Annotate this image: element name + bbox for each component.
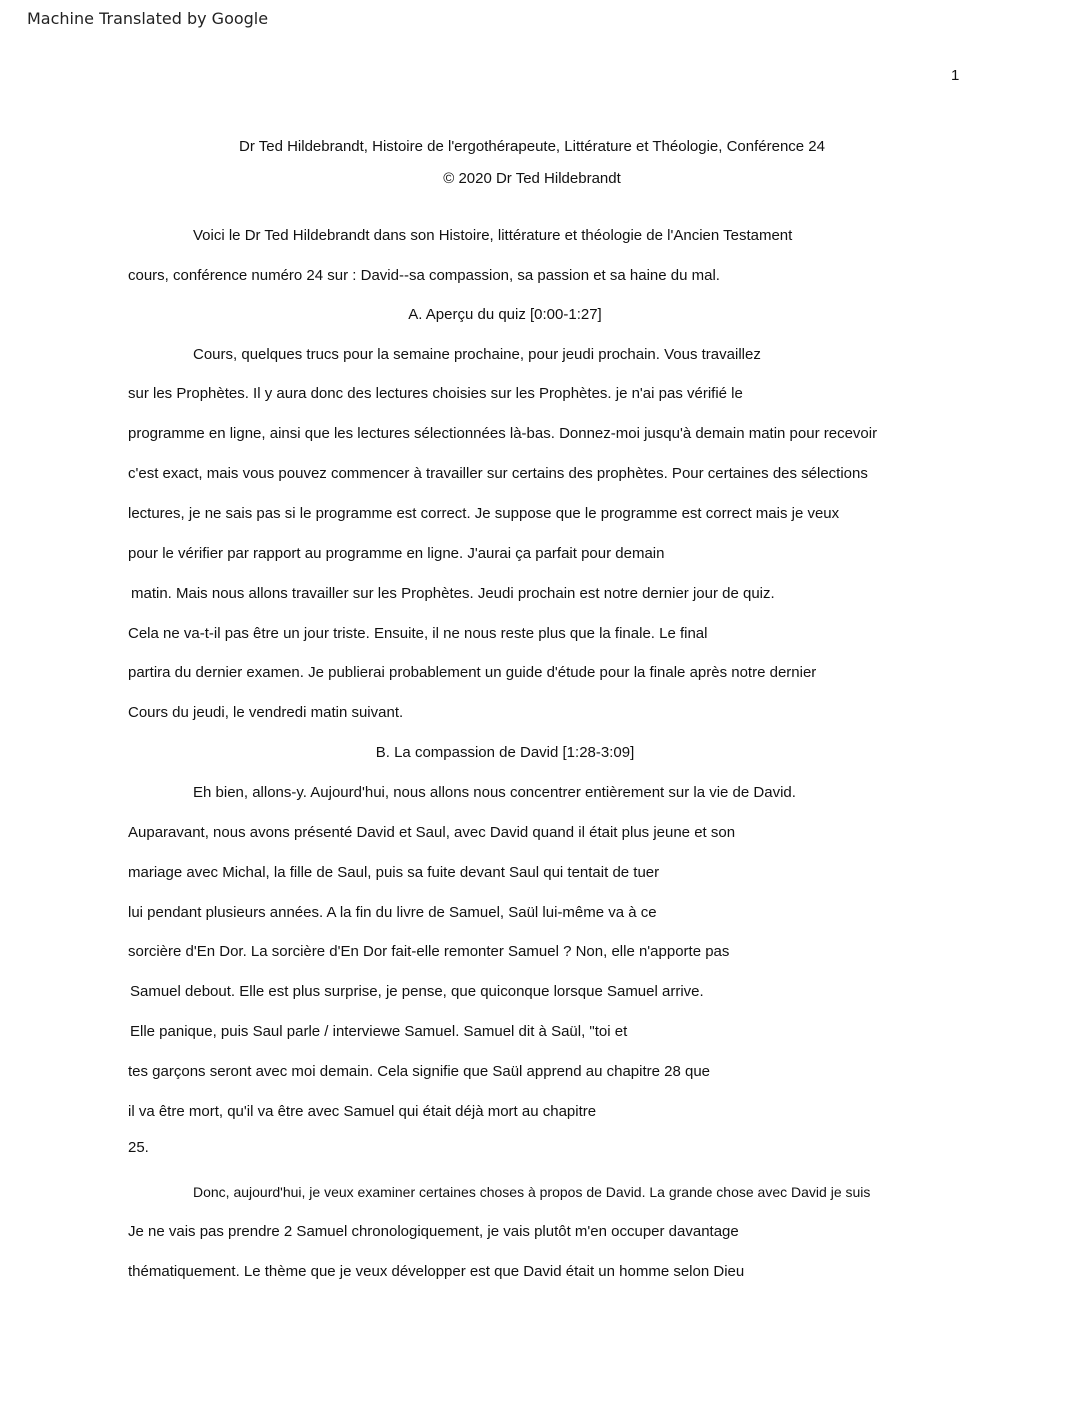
paragraph-line: c'est exact, mais vous pouvez commencer à travailler sur certains des prophètes. Pour certaines des sélections — [128, 465, 868, 482]
paragraph-line: sorcière d'En Dor. La sorcière d'En Dor fait-elle remonter Samuel ? Non, elle n'apporte pas — [128, 943, 730, 960]
document-title: Dr Ted Hildebrandt, Histoire de l'ergothérapeute, Littérature et Théologie, Conférence 24 — [239, 138, 825, 155]
paragraph-line: Auparavant, nous avons présenté David et Saul, avec David quand il était plus jeune et son — [128, 824, 736, 841]
section-heading-b: B. La compassion de David [1:28-3:09] — [375, 744, 635, 761]
section-heading-a: A. Aperçu du quiz [0:00-1:27] — [408, 306, 602, 323]
copyright-line: © 2020 Dr Ted Hildebrandt — [443, 170, 621, 187]
paragraph-line: lui pendant plusieurs années. A la fin du livre de Samuel, Saül lui-même va à ce — [128, 904, 657, 921]
paragraph-line: Cela ne va-t-il pas être un jour triste. Ensuite, il ne nous reste plus que la finale. Le final — [128, 625, 708, 642]
intro-line: cours, conférence numéro 24 sur : David--sa compassion, sa passion et sa haine du mal. — [128, 267, 720, 284]
paragraph-line: Eh bien, allons-y. Aujourd'hui, nous allons nous concentrer entièrement sur la vie de David. — [193, 784, 796, 801]
intro-line: Voici le Dr Ted Hildebrandt dans son Histoire, littérature et théologie de l'Ancien Testament — [193, 227, 793, 244]
paragraph-line: lectures, je ne sais pas si le programme est correct. Je suppose que le programme est correct mais je veux — [128, 505, 840, 522]
paragraph-line: Cours du jeudi, le vendredi matin suivant. — [128, 704, 404, 721]
machine-translation-banner: Machine Translated by Google — [27, 9, 269, 28]
paragraph-line: Je ne vais pas prendre 2 Samuel chronologiquement, je vais plutôt m'en occuper davantage — [128, 1223, 739, 1240]
page-number: 1 — [951, 67, 960, 84]
paragraph-line: tes garçons seront avec moi demain. Cela signifie que Saül apprend au chapitre 28 que — [128, 1063, 711, 1080]
paragraph-line: sur les Prophètes. Il y aura donc des lectures choisies sur les Prophètes. je n'ai pas vérifié le — [128, 385, 743, 402]
paragraph-line: il va être mort, qu'il va être avec Samuel qui était déjà mort au chapitre — [128, 1103, 597, 1120]
paragraph-line: 25. — [128, 1139, 149, 1156]
paragraph-line: programme en ligne, ainsi que les lectures sélectionnées là-bas. Donnez-moi jusqu'à demain matin pour recevoir — [128, 425, 878, 442]
paragraph-line: thématiquement. Le thème que je veux développer est que David était un homme selon Dieu — [128, 1263, 745, 1280]
paragraph-line: pour le vérifier par rapport au programme en ligne. J'aurai ça parfait pour demain — [128, 545, 665, 562]
paragraph-line: matin. Mais nous allons travailler sur les Prophètes. Jeudi prochain est notre dernier jour de quiz. — [131, 585, 775, 602]
paragraph-line: Cours, quelques trucs pour la semaine prochaine, pour jeudi prochain. Vous travaillez — [193, 346, 761, 363]
paragraph-line: partira du dernier examen. Je publierai probablement un guide d'étude pour la finale après notre dernier — [128, 664, 817, 681]
paragraph-line: Elle panique, puis Saul parle / interviewe Samuel. Samuel dit à Saül, "toi et — [130, 1023, 628, 1040]
paragraph-line: mariage avec Michal, la fille de Saul, puis sa fuite devant Saul qui tentait de tuer — [128, 864, 660, 881]
paragraph-line: Donc, aujourd'hui, je veux examiner certaines choses à propos de David. La grande chose avec David je suis — [193, 1184, 871, 1200]
paragraph-line: Samuel debout. Elle est plus surprise, je pense, que quiconque lorsque Samuel arrive. — [130, 983, 704, 1000]
